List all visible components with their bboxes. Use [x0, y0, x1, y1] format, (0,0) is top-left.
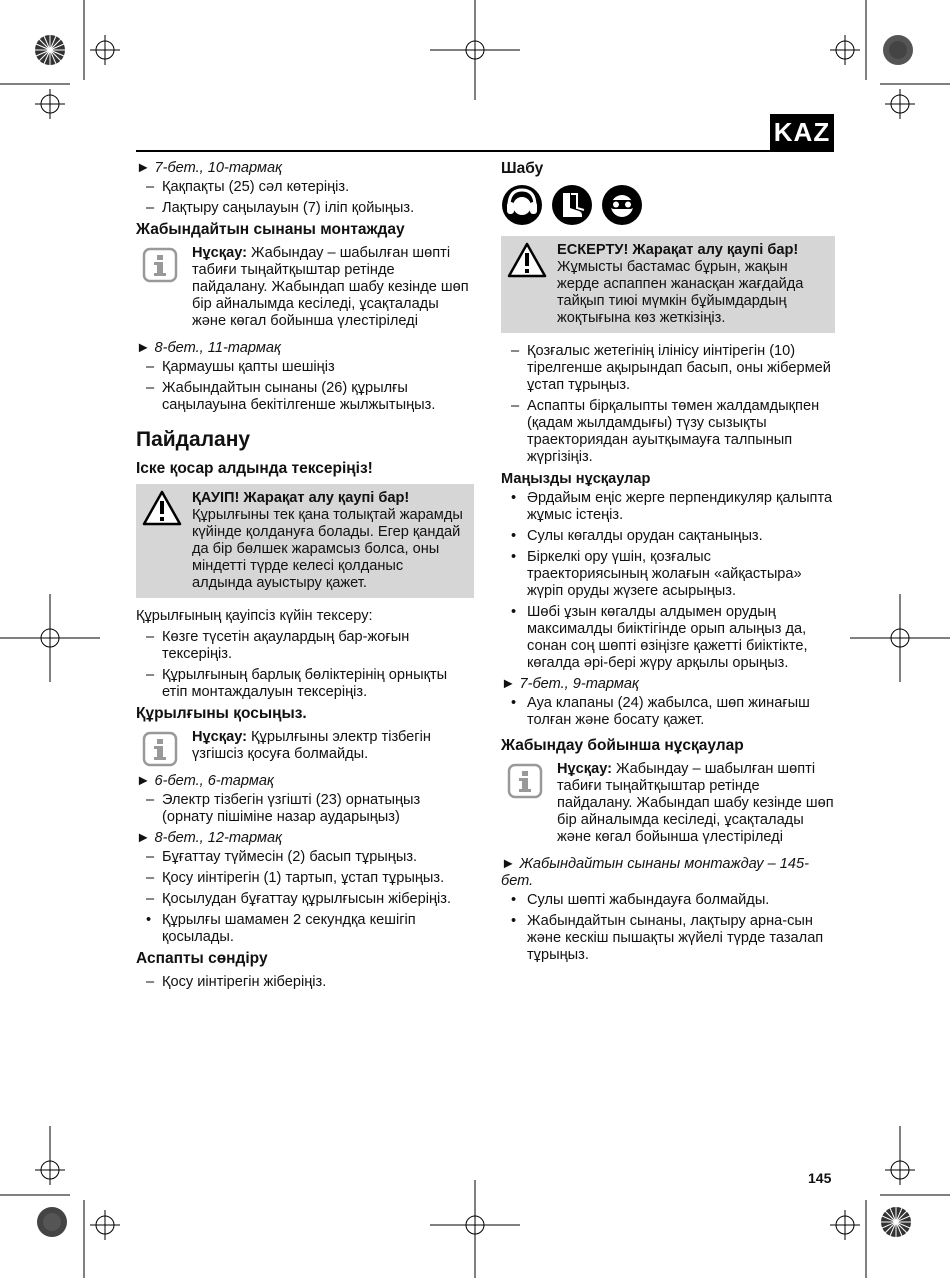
- section-heading-mow: Шабу: [501, 160, 544, 177]
- warning-triangle-icon: [142, 490, 182, 526]
- list-item: – Аспапты бірқалыпты төмен жалдамдықпен (қадам жылдамдығы) түзу сызықты траекториядан ауытқымауға талпынып жүргізіңіз.: [511, 398, 820, 465]
- danger-box: ҚАУІП! Жарақат алу қаупі бар! Құрылғыны тек қана толықтай жарамды күйінде қолдануға болады. Егер қандай да бір бөлшек жарамсыз болса, оны міндетті түрде келесі қолданыс алдында ауыстыру қажет.: [136, 484, 474, 598]
- check-intro: Құрылғының қауіпсіз күйін тексеру:: [136, 608, 373, 624]
- section-heading-mount: Жабындайтын сынаны монтаждау: [136, 221, 405, 238]
- safety-boots-icon: [551, 184, 593, 226]
- right-column: [501, 158, 835, 968]
- list-item: • Сулы көгалды орудан сақтаныңыз.: [511, 528, 763, 544]
- chapter-heading-use: Пайдалану: [136, 428, 251, 451]
- list-item: • Сулы шөпті жабындауға болмайды.: [511, 892, 770, 908]
- section-heading-important: Маңызды нұсқаулар: [501, 471, 651, 487]
- list-item: – Көзге түсетін ақаулардың бар-жоғын тексеріңіз.: [146, 629, 410, 662]
- section-heading-mulch: Жабындау бойынша нұсқаулар: [501, 737, 744, 754]
- list-item: – Қосу иінтірегін жіберіңіз.: [146, 974, 327, 990]
- ear-protection-icon: [501, 184, 543, 226]
- list-item: • Шөбі ұзын көгалды алдымен орудың максималды биіктігінде орып алыңыз да, сонан соң шөпті өзіңізге қажетті биіктікте, көгалда әрі-бері жүру арқылы орыңыз.: [511, 604, 808, 671]
- list-item: – Қозғалыс жетегінің ілінісу иінтірегін (10) тірелгенше ақырындап басып, оны жібермей ұстап тұрыңыз.: [511, 343, 831, 393]
- figure-reference: ► 6-бет., 6-тармақ: [136, 773, 274, 789]
- info-icon: [142, 247, 178, 283]
- arrow-right-icon: ►: [136, 340, 155, 356]
- left-column: [136, 158, 474, 995]
- list-item: – Лақтыру саңылауын (7) іліп қойыңыз.: [146, 200, 415, 216]
- info-icon: [142, 731, 178, 767]
- list-item: – Қосылудан бұғаттау құрылғысын жіберіңіз.: [146, 891, 451, 907]
- ppe-icons: [501, 184, 835, 226]
- arrow-right-icon: ►: [501, 856, 520, 872]
- section-heading-start: Құрылғыны қосыңыз.: [136, 705, 307, 722]
- figure-reference: ► 8-бет., 11-тармақ: [136, 340, 281, 356]
- section-heading-stop: Аспапты сөндіру: [136, 950, 268, 967]
- list-item: • Біркелкі ору үшін, қозғалыс траекториясының жолағын «айқастыра» жүріп оруды жүзеге асырыңыз.: [511, 549, 802, 599]
- figure-reference: ► Жабындайтын сынаны монтаждау – 145-бет.: [501, 856, 809, 889]
- list-item: – Электр тізбегін үзгішті (23) орнатыңыз (орнату пішіміне назар аударыңыз): [146, 792, 421, 825]
- figure-reference: ► 7-бет., 9-тармақ: [501, 676, 639, 692]
- arrow-right-icon: ►: [501, 676, 520, 692]
- safety-goggles-icon: [601, 184, 643, 226]
- arrow-right-icon: ►: [136, 160, 155, 176]
- note-block: Нұсқау: Құрылғыны электр тізбегін үзгішсіз қосуға болмайды.: [136, 729, 474, 763]
- note-block: Нұсқау: Жабындау – шабылған шөпті табиғи тыңайтқыштар ретінде пайдалану. Жабындап шабу кезінде шөп бір айналымда кесіледі, ұсақталады және көгал бойынша үлестіріледі: [501, 761, 835, 846]
- list-item: • Жабындайтын сынаны, лақтыру арна-сын және кескіш пышақты жүйелі түрде тазалап тұрыңыз.: [511, 913, 824, 963]
- warning-box: ЕСКЕРТУ! Жарақат алу қаупі бар! Жұмысты бастамас бұрын, жақын жерде аспаппен жанасқан жағдайда тайқып тиюі мүмкін бұйымдардың жоқтығына көз жеткізіңіз.: [501, 236, 835, 333]
- figure-reference: ► 8-бет., 12-тармақ: [136, 830, 282, 846]
- page-number: 145: [808, 1170, 832, 1186]
- warning-triangle-icon: [507, 242, 547, 278]
- list-item: • Әрдайым еңіс жерге перпендикуляр қалыпта жұмыс істеңіз.: [511, 490, 833, 523]
- note-block: Нұсқау: Жабындау – шабылған шөпті табиғи тыңайтқыштар ретінде пайдалану. Жабындап шабу кезінде шөп бір айналымда кесіледі, ұсақталады және көгал бойынша үлестіріледі: [136, 245, 474, 330]
- language-tab: KAZ: [770, 114, 834, 150]
- list-item: – Қақпақты (25) сәл көтеріңіз.: [146, 179, 350, 195]
- list-item: – Жабындайтын сынаны (26) құрылғы саңылауына бекітілгенше жылжытыңыз.: [146, 380, 436, 413]
- list-item: – Қармаушы қапты шешіңіз: [146, 359, 335, 375]
- list-item: • Құрылғы шамамен 2 секундқа кешігіп қосылады.: [146, 912, 416, 945]
- list-item: – Бұғаттау түймесін (2) басып тұрыңыз.: [146, 849, 418, 865]
- list-item: – Құрылғының барлық бөліктерінің орнықты етіп монтаждалуын тексеріңіз.: [146, 667, 448, 700]
- section-heading-check: Іске қосар алдында тексеріңіз!: [136, 460, 373, 477]
- list-item: • Ауа клапаны (24) жабылса, шөп жинағыш толған және босату қажет.: [511, 695, 810, 728]
- figure-reference: ► 7-бет., 10-тармақ: [136, 160, 282, 176]
- arrow-right-icon: ►: [136, 830, 155, 846]
- info-icon: [507, 763, 543, 799]
- arrow-right-icon: ►: [136, 773, 155, 789]
- header-rule: [136, 150, 834, 152]
- list-item: – Қосу иінтірегін (1) тартып, ұстап тұрыңыз.: [146, 870, 445, 886]
